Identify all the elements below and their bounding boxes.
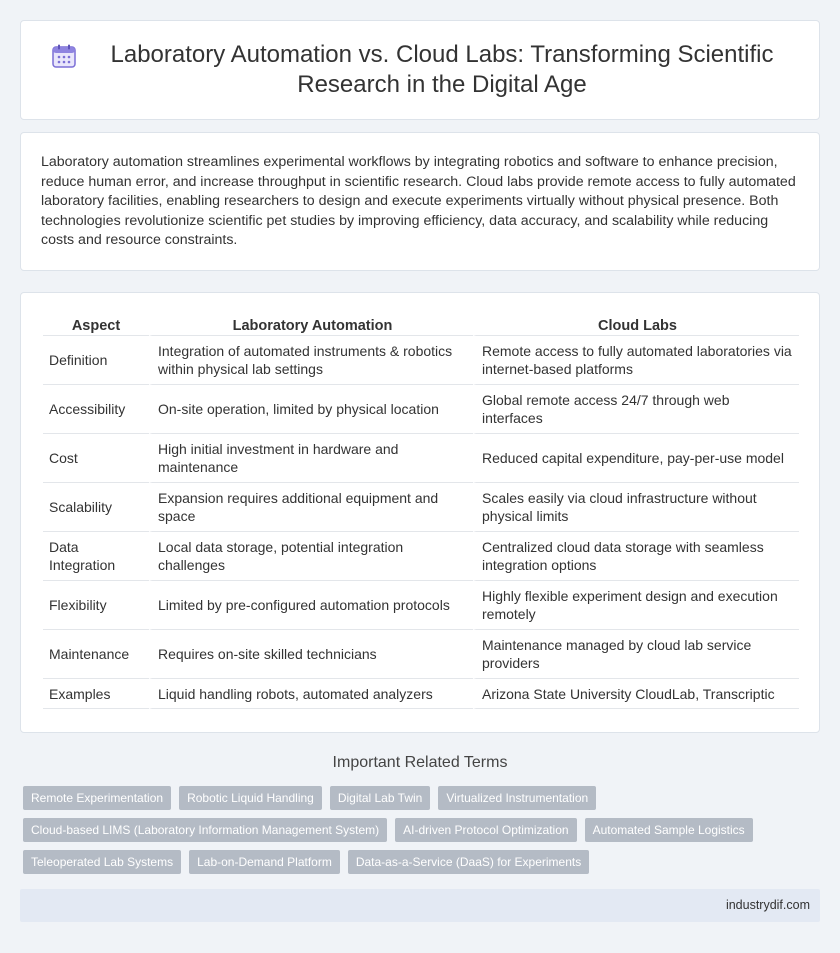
tag-teleoperated-lab-systems[interactable]: Teleoperated Lab Systems: [23, 850, 181, 874]
footer-site-link[interactable]: industrydif.com: [725, 898, 810, 912]
tag-row: [23, 786, 803, 810]
cell-laboratory-automation: Liquid handling robots, automated analyzers: [149, 679, 473, 709]
header-laboratory-automation: Laboratory Automation: [149, 313, 473, 336]
table-row: [43, 483, 799, 532]
cell-laboratory-automation: Integration of automated instruments & robotics within physical lab settings: [149, 336, 473, 385]
tag-row: [23, 850, 803, 874]
cell-laboratory-automation: Local data storage, potential integration challenges: [149, 532, 473, 581]
tag-virtualized-instrumentation[interactable]: Virtualized Instrumentation: [438, 786, 596, 810]
cell-laboratory-automation: Expansion requires additional equipment and space: [149, 483, 473, 532]
cell-laboratory-automation: Requires on-site skilled technicians: [149, 630, 473, 679]
tag-data-as-a-service[interactable]: Data-as-a-Service (DaaS) for Experiments: [348, 850, 589, 874]
related-terms-title: Important Related Terms: [332, 754, 508, 771]
comparison-card: [20, 292, 820, 733]
title-card: [20, 20, 820, 120]
tag-automated-sample-logistics[interactable]: Automated Sample Logistics: [585, 818, 753, 842]
tag-remote-experimentation[interactable]: Remote Experimentation: [23, 786, 171, 810]
header-cloud-labs: Cloud Labs: [473, 313, 799, 336]
cell-aspect: Definition: [43, 336, 149, 385]
cell-cloud-labs: Arizona State University CloudLab, Transcriptic: [473, 679, 799, 709]
table-row: [43, 679, 799, 709]
cell-cloud-labs: Scales easily via cloud infrastructure without physical limits: [473, 483, 799, 532]
cell-cloud-labs: Highly flexible experiment design and execution remotely: [473, 581, 799, 630]
cell-aspect: Maintenance: [43, 630, 149, 679]
cell-aspect: Cost: [43, 434, 149, 483]
comparison-table: [43, 313, 799, 709]
cell-aspect: Accessibility: [43, 385, 149, 434]
cell-cloud-labs: Maintenance managed by cloud lab service providers: [473, 630, 799, 679]
cell-laboratory-automation: On-site operation, limited by physical location: [149, 385, 473, 434]
cell-cloud-labs: Reduced capital expenditure, pay-per-use model: [473, 434, 799, 483]
header-aspect: Aspect: [43, 313, 149, 336]
cell-aspect: Scalability: [43, 483, 149, 532]
cell-cloud-labs: Global remote access 24/7 through web interfaces: [473, 385, 799, 434]
cell-laboratory-automation: High initial investment in hardware and maintenance: [149, 434, 473, 483]
table-row: [43, 434, 799, 483]
tag-robotic-liquid-handling[interactable]: Robotic Liquid Handling: [179, 786, 322, 810]
tag-cloud-based-lims[interactable]: Cloud-based LIMS (Laboratory Information Management System): [23, 818, 387, 842]
table-row: [43, 532, 799, 581]
title-wrap: [21, 21, 819, 119]
footer: [20, 889, 820, 922]
related-terms-list: [23, 786, 803, 882]
cell-aspect: Flexibility: [43, 581, 149, 630]
cell-cloud-labs: Remote access to fully automated laboratories via internet-based platforms: [473, 336, 799, 385]
tag-ai-driven-protocol-optimization[interactable]: AI-driven Protocol Optimization: [395, 818, 576, 842]
table-row: [43, 385, 799, 434]
table-header-row: [43, 313, 799, 336]
cell-aspect: Data Integration: [43, 532, 149, 581]
cell-aspect: Examples: [43, 679, 149, 709]
cell-cloud-labs: Centralized cloud data storage with seamless integration options: [473, 532, 799, 581]
intro-paragraph: Laboratory automation streamlines experimental workflows by integrating robotics and software to enhance precision, reduce human error, and increase throughput in scientific research. Cloud labs provide remote access to fully automated laboratory facilities, enabling researchers to design and execute experiments virtually without physical presence. Both technologies revolutionize scientific pet studies by improving efficiency, data accuracy, and scalability while reducing costs and resource constraints.: [41, 154, 796, 249]
tag-row: [23, 818, 803, 842]
tag-lab-on-demand-platform[interactable]: Lab-on-Demand Platform: [189, 850, 340, 874]
table-row: [43, 630, 799, 679]
cell-laboratory-automation: Limited by pre-configured automation protocols: [149, 581, 473, 630]
intro-card: [20, 132, 820, 271]
page-title: Laboratory Automation vs. Cloud Labs: Transforming Scientific Research in the Digital Age: [110, 41, 774, 98]
table-row: [43, 336, 799, 385]
table-row: [43, 581, 799, 630]
calendar-icon: [51, 43, 77, 69]
tag-digital-lab-twin[interactable]: Digital Lab Twin: [330, 786, 431, 810]
